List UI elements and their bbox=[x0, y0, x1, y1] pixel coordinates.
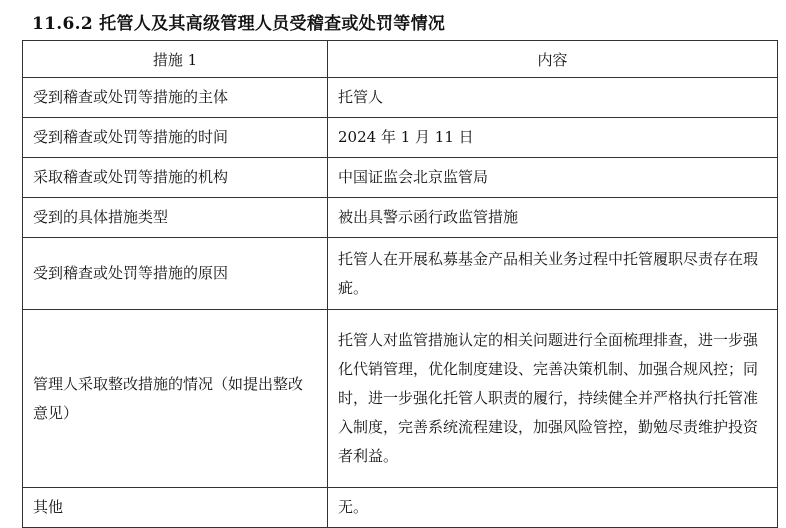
table-header-row bbox=[23, 41, 778, 78]
row-label: 管理人采取整改措施的情况（如提出整改意见） bbox=[23, 310, 328, 488]
row-value: 2024 年 1 月 11 日 bbox=[328, 118, 778, 158]
row-label: 受到稽查或处罚等措施的原因 bbox=[23, 238, 328, 310]
header-content: 内容 bbox=[328, 41, 778, 78]
row-label: 受到的具体措施类型 bbox=[23, 198, 328, 238]
measures-table bbox=[22, 40, 778, 528]
table-row bbox=[23, 198, 778, 238]
table-row bbox=[23, 488, 778, 528]
table-row bbox=[23, 310, 778, 488]
header-measure: 措施 1 bbox=[23, 41, 328, 78]
row-label: 受到稽查或处罚等措施的主体 bbox=[23, 78, 328, 118]
row-label: 采取稽查或处罚等措施的机构 bbox=[23, 158, 328, 198]
row-value: 中国证监会北京监管局 bbox=[328, 158, 778, 198]
row-value: 托管人 bbox=[328, 78, 778, 118]
section-title: 11.6.2 托管人及其高级管理人员受稽查或处罚等情况 bbox=[32, 14, 446, 34]
row-value: 托管人在开展私募基金产品相关业务过程中托管履职尽责存在瑕疵。 bbox=[328, 238, 778, 310]
table-row bbox=[23, 78, 778, 118]
table-row bbox=[23, 238, 778, 310]
table-row bbox=[23, 118, 778, 158]
table-row bbox=[23, 158, 778, 198]
row-value: 托管人对监管措施认定的相关问题进行全面梳理排查，进一步强化代销管理，优化制度建设、完善决策机制、加强合规风控；同时，进一步强化托管人职责的履行，持续健全并严格执行托管准入制度，完善系统流程建设，加强风险管控，勤勉尽责维护投资者利益。 bbox=[328, 310, 778, 488]
row-value: 无。 bbox=[328, 488, 778, 528]
row-label: 其他 bbox=[23, 488, 328, 528]
row-label: 受到稽查或处罚等措施的时间 bbox=[23, 118, 328, 158]
row-value: 被出具警示函行政监管措施 bbox=[328, 198, 778, 238]
